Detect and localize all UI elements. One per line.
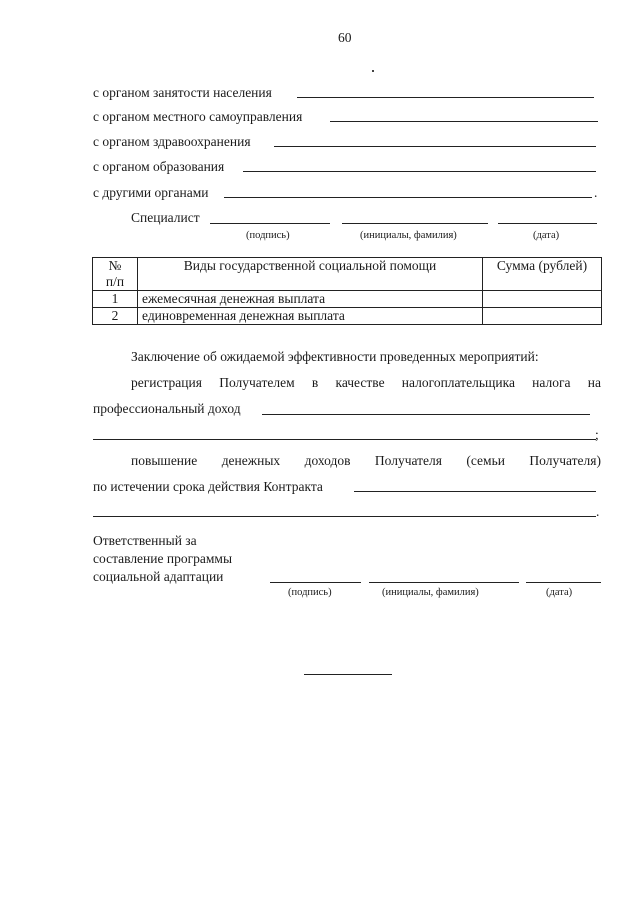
row-assistance-type: ежемесячная денежная выплата — [138, 291, 483, 308]
responsible-label-line1: Ответственный за — [93, 533, 197, 548]
agency-health-label: с органом здравоохранения — [93, 134, 251, 149]
table-row — [93, 308, 602, 325]
header-assistance-type: Виды государственной социальной помощи — [138, 258, 483, 291]
agency-education-field[interactable] — [243, 171, 596, 172]
conclusion-item2-field-2[interactable] — [93, 516, 596, 517]
agency-employment-label: с органом занятости населения — [93, 85, 272, 100]
responsible-label-line2: составление программы — [93, 551, 233, 566]
closing-divider — [304, 674, 392, 675]
header-number: № п/п — [93, 258, 138, 291]
responsible-name-caption: (инициалы, фамилия) — [382, 587, 479, 598]
conclusion-item1-field[interactable] — [262, 414, 590, 415]
responsible-signature-field[interactable] — [270, 582, 361, 583]
row-sum-cell[interactable] — [483, 291, 602, 308]
row-assistance-type: единовременная денежная выплата — [138, 308, 483, 325]
conclusion-heading: Заключение об ожидаемой эффективности проведенных мероприятий: — [131, 349, 539, 364]
specialist-date-caption: (дата) — [533, 230, 560, 241]
conclusion-item1-line1: регистрация Получателем в качестве налогоплательщика налога на — [131, 375, 601, 390]
responsible-signature-caption: (подпись) — [288, 587, 332, 598]
specialist-date-field[interactable] — [498, 223, 597, 224]
conclusion-item2-period: . — [596, 504, 600, 519]
specialist-signature-field[interactable] — [210, 223, 330, 224]
conclusion-item1-semicolon: ; — [595, 427, 599, 442]
conclusion-item2-line2: по истечении срока действия Контракта — [93, 479, 323, 494]
conclusion-item2-field[interactable] — [354, 491, 596, 492]
assistance-table — [92, 257, 602, 325]
specialist-label: Специалист — [131, 210, 200, 225]
row-number: 2 — [93, 308, 138, 325]
page-number: 60 — [338, 30, 352, 45]
responsible-label-line3: социальной адаптации — [93, 569, 224, 584]
agency-local-gov-field[interactable] — [330, 121, 598, 122]
agency-local-gov-label: с органом местного самоуправления — [93, 109, 303, 124]
conclusion-item1-field-2[interactable] — [93, 439, 596, 440]
row-sum-cell[interactable] — [483, 308, 602, 325]
responsible-date-field[interactable] — [526, 582, 601, 583]
conclusion-item2-line1: повышение денежных доходов Получателя (семьи Получателя) — [131, 453, 601, 468]
responsible-name-field[interactable] — [369, 582, 519, 583]
specialist-signature-caption: (подпись) — [246, 230, 290, 241]
conclusion-item1-line2: профессиональный доход — [93, 401, 241, 416]
agency-other-period: . — [594, 185, 598, 200]
agency-health-field[interactable] — [274, 146, 596, 147]
agency-other-label: с другими органами — [93, 185, 209, 200]
responsible-date-caption: (дата) — [546, 587, 573, 598]
specialist-name-field[interactable] — [342, 223, 488, 224]
table-row — [93, 291, 602, 308]
agency-other-field[interactable] — [224, 197, 592, 198]
specialist-name-caption: (инициалы, фамилия) — [360, 230, 457, 241]
row-number: 1 — [93, 291, 138, 308]
agency-employment-field[interactable] — [297, 97, 594, 98]
table-header-row — [93, 258, 602, 291]
agency-education-label: с органом образования — [93, 159, 225, 174]
scan-speck — [372, 70, 374, 72]
header-sum: Сумма (рублей) — [483, 258, 602, 291]
